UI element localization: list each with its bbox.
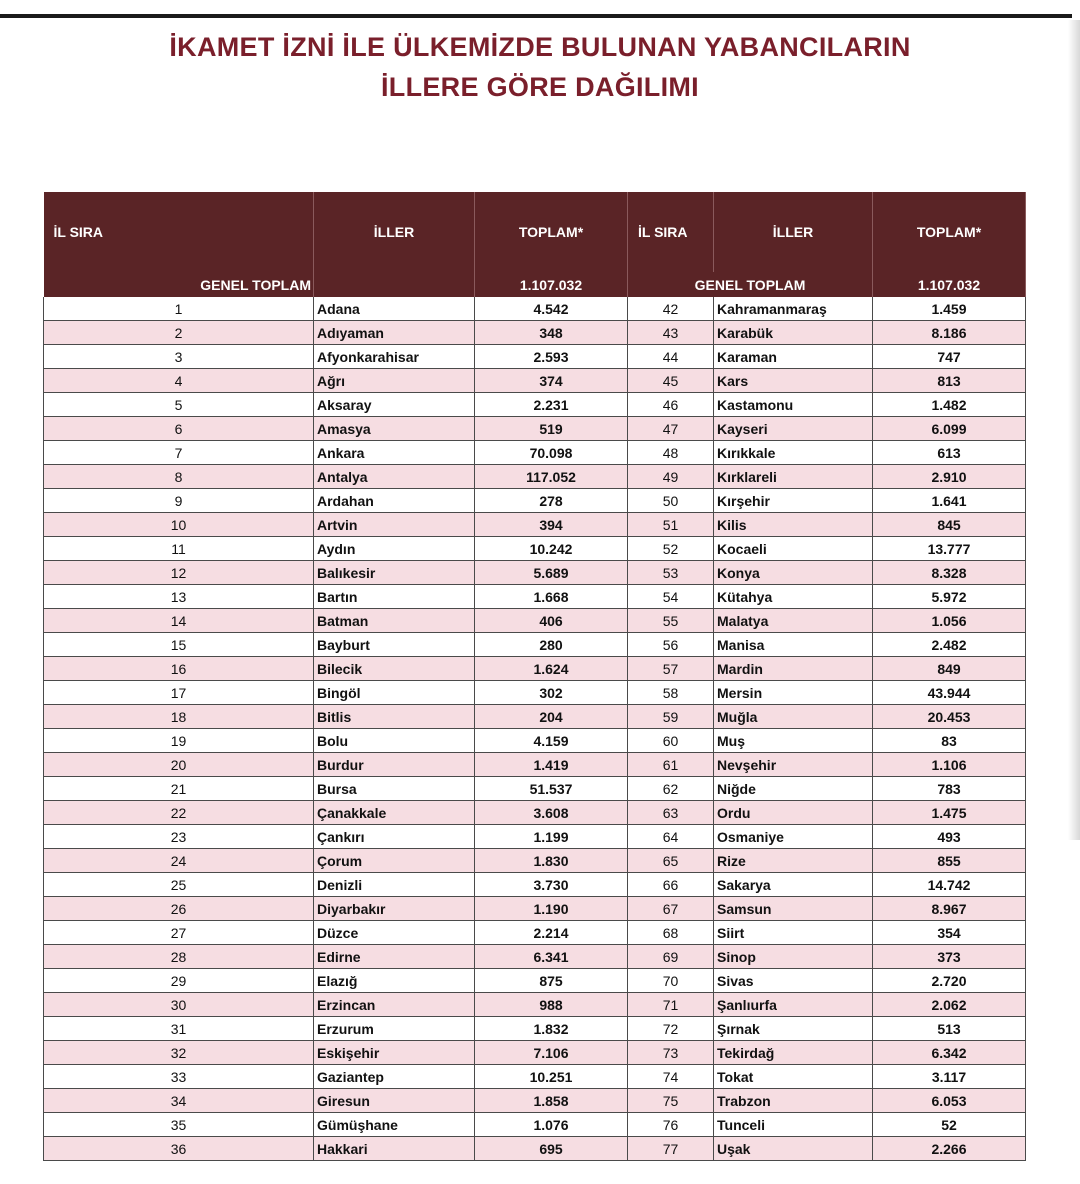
right-province-cell: Tekirdağ [714, 1041, 873, 1065]
table-row [44, 609, 1026, 633]
page-title-line-2: İLLERE GÖRE DAĞILIMI [380, 72, 699, 102]
right-province-cell: Tokat [714, 1065, 873, 1089]
right-total-cell: 2.482 [873, 633, 1026, 657]
right-province-cell: Uşak [714, 1137, 873, 1161]
right-total-cell: 8.328 [873, 561, 1026, 585]
right-province-cell: Ordu [714, 801, 873, 825]
grand-total-value-left: 1.107.032 [475, 272, 628, 297]
table-row [44, 1113, 1026, 1137]
left-rank-cell: 14 [44, 609, 314, 633]
left-rank-cell: 36 [44, 1137, 314, 1161]
left-province-cell: Gaziantep [314, 1065, 475, 1089]
left-province-cell: Artvin [314, 513, 475, 537]
right-province-cell: Kilis [714, 513, 873, 537]
header-il-sira-right: İL SIRA [628, 192, 714, 272]
left-total-cell: 10.251 [475, 1065, 628, 1089]
header-toplam-left: TOPLAM* [475, 192, 628, 272]
left-rank-cell: 31 [44, 1017, 314, 1041]
right-total-cell: 8.186 [873, 321, 1026, 345]
right-total-cell: 2.720 [873, 969, 1026, 993]
left-province-cell: Çankırı [314, 825, 475, 849]
left-rank-cell: 12 [44, 561, 314, 585]
left-province-cell: Antalya [314, 465, 475, 489]
table-row [44, 345, 1026, 369]
left-rank-cell: 34 [44, 1089, 314, 1113]
table-row [44, 777, 1026, 801]
table-row [44, 1065, 1026, 1089]
left-total-cell: 204 [475, 705, 628, 729]
right-province-cell: Mersin [714, 681, 873, 705]
left-total-cell: 5.689 [475, 561, 628, 585]
table-row [44, 321, 1026, 345]
left-total-cell: 1.190 [475, 897, 628, 921]
left-rank-cell: 5 [44, 393, 314, 417]
left-total-cell: 519 [475, 417, 628, 441]
left-province-cell: Denizli [314, 873, 475, 897]
right-province-cell: Malatya [714, 609, 873, 633]
left-province-cell: Edirne [314, 945, 475, 969]
page-title-line-1: İKAMET İZNİ İLE ÜLKEMİZDE BULUNAN YABANCILARIN [169, 32, 911, 62]
right-total-cell: 52 [873, 1113, 1026, 1137]
right-province-cell: Karabük [714, 321, 873, 345]
right-rank-cell: 74 [628, 1065, 714, 1089]
left-total-cell: 280 [475, 633, 628, 657]
left-total-cell: 348 [475, 321, 628, 345]
right-province-cell: Şanlıurfa [714, 993, 873, 1017]
left-total-cell: 70.098 [475, 441, 628, 465]
left-rank-cell: 1 [44, 297, 314, 321]
right-rank-cell: 68 [628, 921, 714, 945]
left-rank-cell: 6 [44, 417, 314, 441]
right-total-cell: 845 [873, 513, 1026, 537]
table-row [44, 729, 1026, 753]
left-total-cell: 117.052 [475, 465, 628, 489]
right-total-cell: 493 [873, 825, 1026, 849]
right-province-cell: Trabzon [714, 1089, 873, 1113]
left-province-cell: Erzurum [314, 1017, 475, 1041]
left-province-cell: Diyarbakır [314, 897, 475, 921]
right-total-cell: 20.453 [873, 705, 1026, 729]
left-rank-cell: 22 [44, 801, 314, 825]
right-province-cell: Kocaeli [714, 537, 873, 561]
right-province-cell: Kırklareli [714, 465, 873, 489]
right-total-cell: 373 [873, 945, 1026, 969]
right-total-cell: 1.475 [873, 801, 1026, 825]
left-rank-cell: 32 [44, 1041, 314, 1065]
right-rank-cell: 65 [628, 849, 714, 873]
left-total-cell: 278 [475, 489, 628, 513]
left-rank-cell: 29 [44, 969, 314, 993]
left-total-cell: 394 [475, 513, 628, 537]
left-rank-cell: 19 [44, 729, 314, 753]
left-rank-cell: 8 [44, 465, 314, 489]
right-rank-cell: 59 [628, 705, 714, 729]
table-row [44, 585, 1026, 609]
left-rank-cell: 28 [44, 945, 314, 969]
left-province-cell: Elazığ [314, 969, 475, 993]
right-province-cell: Siirt [714, 921, 873, 945]
right-rank-cell: 49 [628, 465, 714, 489]
table-row [44, 369, 1026, 393]
left-province-cell: Aksaray [314, 393, 475, 417]
right-rank-cell: 61 [628, 753, 714, 777]
left-total-cell: 1.858 [475, 1089, 628, 1113]
page-edge-shadow [1068, 20, 1080, 840]
table-row [44, 1089, 1026, 1113]
left-province-cell: Bitlis [314, 705, 475, 729]
right-total-cell: 8.967 [873, 897, 1026, 921]
right-province-cell: Şırnak [714, 1017, 873, 1041]
table-row [44, 945, 1026, 969]
left-rank-cell: 30 [44, 993, 314, 1017]
right-province-cell: Kahramanmaraş [714, 297, 873, 321]
right-province-cell: Konya [714, 561, 873, 585]
left-province-cell: Ardahan [314, 489, 475, 513]
table-row [44, 993, 1026, 1017]
right-total-cell: 14.742 [873, 873, 1026, 897]
right-total-cell: 1.482 [873, 393, 1026, 417]
grand-total-value-right: 1.107.032 [873, 272, 1026, 297]
table-row [44, 681, 1026, 705]
left-rank-cell: 18 [44, 705, 314, 729]
left-total-cell: 2.214 [475, 921, 628, 945]
right-province-cell: Kastamonu [714, 393, 873, 417]
table-row [44, 633, 1026, 657]
left-total-cell: 10.242 [475, 537, 628, 561]
right-province-cell: Kırıkkale [714, 441, 873, 465]
right-total-cell: 813 [873, 369, 1026, 393]
left-province-cell: Erzincan [314, 993, 475, 1017]
right-province-cell: Manisa [714, 633, 873, 657]
right-rank-cell: 66 [628, 873, 714, 897]
left-total-cell: 1.076 [475, 1113, 628, 1137]
right-rank-cell: 71 [628, 993, 714, 1017]
table-row [44, 969, 1026, 993]
right-rank-cell: 42 [628, 297, 714, 321]
right-province-cell: Samsun [714, 897, 873, 921]
left-province-cell: Aydın [314, 537, 475, 561]
right-rank-cell: 69 [628, 945, 714, 969]
table-row [44, 753, 1026, 777]
right-total-cell: 3.117 [873, 1065, 1026, 1089]
left-province-cell: Bartın [314, 585, 475, 609]
right-rank-cell: 58 [628, 681, 714, 705]
right-rank-cell: 62 [628, 777, 714, 801]
left-rank-cell: 10 [44, 513, 314, 537]
right-total-cell: 2.062 [873, 993, 1026, 1017]
right-total-cell: 747 [873, 345, 1026, 369]
right-total-cell: 6.099 [873, 417, 1026, 441]
right-province-cell: Osmaniye [714, 825, 873, 849]
left-province-cell: Ağrı [314, 369, 475, 393]
left-total-cell: 875 [475, 969, 628, 993]
right-total-cell: 43.944 [873, 681, 1026, 705]
left-rank-cell: 2 [44, 321, 314, 345]
left-rank-cell: 15 [44, 633, 314, 657]
left-total-cell: 3.608 [475, 801, 628, 825]
left-province-cell: Bolu [314, 729, 475, 753]
left-rank-cell: 16 [44, 657, 314, 681]
table-row [44, 297, 1026, 321]
right-rank-cell: 63 [628, 801, 714, 825]
header-iller-right: İLLER [714, 192, 873, 272]
right-rank-cell: 55 [628, 609, 714, 633]
right-province-cell: Sinop [714, 945, 873, 969]
left-rank-cell: 13 [44, 585, 314, 609]
right-rank-cell: 48 [628, 441, 714, 465]
right-province-cell: Tunceli [714, 1113, 873, 1137]
table-row [44, 921, 1026, 945]
table-row [44, 825, 1026, 849]
left-province-cell: Giresun [314, 1089, 475, 1113]
left-province-cell: Eskişehir [314, 1041, 475, 1065]
table-row [44, 657, 1026, 681]
right-rank-cell: 75 [628, 1089, 714, 1113]
left-rank-cell: 26 [44, 897, 314, 921]
right-total-cell: 783 [873, 777, 1026, 801]
right-province-cell: Sakarya [714, 873, 873, 897]
right-total-cell: 849 [873, 657, 1026, 681]
right-province-cell: Kayseri [714, 417, 873, 441]
right-rank-cell: 47 [628, 417, 714, 441]
grand-total-spacer-left [314, 272, 475, 297]
right-total-cell: 1.106 [873, 753, 1026, 777]
header-il-sira-left: İL SIRA [44, 192, 314, 272]
right-rank-cell: 52 [628, 537, 714, 561]
left-province-cell: Düzce [314, 921, 475, 945]
left-total-cell: 2.593 [475, 345, 628, 369]
table-row [44, 489, 1026, 513]
top-rule [0, 14, 1072, 18]
table-row [44, 561, 1026, 585]
right-total-cell: 354 [873, 921, 1026, 945]
left-province-cell: Balıkesir [314, 561, 475, 585]
right-province-cell: Niğde [714, 777, 873, 801]
right-province-cell: Sivas [714, 969, 873, 993]
table-row [44, 1017, 1026, 1041]
right-rank-cell: 77 [628, 1137, 714, 1161]
left-province-cell: Çanakkale [314, 801, 475, 825]
right-rank-cell: 76 [628, 1113, 714, 1137]
left-total-cell: 3.730 [475, 873, 628, 897]
left-rank-cell: 27 [44, 921, 314, 945]
table-row [44, 897, 1026, 921]
left-province-cell: Afyonkarahisar [314, 345, 475, 369]
left-total-cell: 1.668 [475, 585, 628, 609]
grand-total-row [44, 272, 1026, 297]
left-rank-cell: 9 [44, 489, 314, 513]
left-province-cell: Amasya [314, 417, 475, 441]
left-total-cell: 2.231 [475, 393, 628, 417]
right-rank-cell: 50 [628, 489, 714, 513]
left-total-cell: 7.106 [475, 1041, 628, 1065]
right-rank-cell: 53 [628, 561, 714, 585]
table-row [44, 513, 1026, 537]
header-iller-left: İLLER [314, 192, 475, 272]
left-rank-cell: 23 [44, 825, 314, 849]
right-province-cell: Muş [714, 729, 873, 753]
left-rank-cell: 3 [44, 345, 314, 369]
right-total-cell: 1.641 [873, 489, 1026, 513]
left-province-cell: Bilecik [314, 657, 475, 681]
right-total-cell: 1.056 [873, 609, 1026, 633]
right-rank-cell: 67 [628, 897, 714, 921]
table-row [44, 1041, 1026, 1065]
right-total-cell: 613 [873, 441, 1026, 465]
provinces-table [43, 192, 1026, 1161]
left-rank-cell: 7 [44, 441, 314, 465]
right-rank-cell: 51 [628, 513, 714, 537]
left-total-cell: 374 [475, 369, 628, 393]
left-total-cell: 6.341 [475, 945, 628, 969]
table-row [44, 705, 1026, 729]
table-row [44, 465, 1026, 489]
right-total-cell: 6.053 [873, 1089, 1026, 1113]
table-row [44, 441, 1026, 465]
left-total-cell: 302 [475, 681, 628, 705]
left-total-cell: 1.830 [475, 849, 628, 873]
left-province-cell: Gümüşhane [314, 1113, 475, 1137]
left-rank-cell: 11 [44, 537, 314, 561]
left-province-cell: Bayburt [314, 633, 475, 657]
left-rank-cell: 35 [44, 1113, 314, 1137]
left-province-cell: Ankara [314, 441, 475, 465]
right-province-cell: Kırşehir [714, 489, 873, 513]
right-total-cell: 5.972 [873, 585, 1026, 609]
right-rank-cell: 45 [628, 369, 714, 393]
right-rank-cell: 73 [628, 1041, 714, 1065]
right-province-cell: Rize [714, 849, 873, 873]
table-row [44, 417, 1026, 441]
right-total-cell: 2.910 [873, 465, 1026, 489]
right-total-cell: 2.266 [873, 1137, 1026, 1161]
left-rank-cell: 24 [44, 849, 314, 873]
right-rank-cell: 72 [628, 1017, 714, 1041]
left-total-cell: 1.832 [475, 1017, 628, 1041]
right-province-cell: Kars [714, 369, 873, 393]
left-rank-cell: 33 [44, 1065, 314, 1089]
left-total-cell: 4.542 [475, 297, 628, 321]
right-province-cell: Karaman [714, 345, 873, 369]
right-rank-cell: 54 [628, 585, 714, 609]
right-total-cell: 83 [873, 729, 1026, 753]
left-rank-cell: 21 [44, 777, 314, 801]
table-row [44, 849, 1026, 873]
left-total-cell: 695 [475, 1137, 628, 1161]
left-total-cell: 51.537 [475, 777, 628, 801]
right-rank-cell: 60 [628, 729, 714, 753]
right-rank-cell: 46 [628, 393, 714, 417]
right-rank-cell: 43 [628, 321, 714, 345]
right-rank-cell: 64 [628, 825, 714, 849]
left-total-cell: 1.624 [475, 657, 628, 681]
left-province-cell: Bingöl [314, 681, 475, 705]
right-total-cell: 855 [873, 849, 1026, 873]
grand-total-label-left: GENEL TOPLAM [44, 272, 314, 297]
left-total-cell: 1.419 [475, 753, 628, 777]
right-province-cell: Kütahya [714, 585, 873, 609]
right-total-cell: 513 [873, 1017, 1026, 1041]
right-rank-cell: 56 [628, 633, 714, 657]
right-total-cell: 1.459 [873, 297, 1026, 321]
left-province-cell: Hakkari [314, 1137, 475, 1161]
left-total-cell: 1.199 [475, 825, 628, 849]
table-row [44, 1137, 1026, 1161]
right-province-cell: Muğla [714, 705, 873, 729]
table-row [44, 873, 1026, 897]
table-header-row [44, 192, 1026, 272]
left-province-cell: Adana [314, 297, 475, 321]
right-province-cell: Mardin [714, 657, 873, 681]
right-rank-cell: 44 [628, 345, 714, 369]
left-rank-cell: 4 [44, 369, 314, 393]
right-total-cell: 6.342 [873, 1041, 1026, 1065]
header-toplam-right: TOPLAM* [873, 192, 1026, 272]
left-province-cell: Çorum [314, 849, 475, 873]
left-total-cell: 4.159 [475, 729, 628, 753]
left-rank-cell: 17 [44, 681, 314, 705]
left-rank-cell: 25 [44, 873, 314, 897]
right-rank-cell: 57 [628, 657, 714, 681]
table-row [44, 393, 1026, 417]
left-province-cell: Bursa [314, 777, 475, 801]
left-province-cell: Burdur [314, 753, 475, 777]
table-row [44, 801, 1026, 825]
right-total-cell: 13.777 [873, 537, 1026, 561]
left-total-cell: 406 [475, 609, 628, 633]
right-rank-cell: 70 [628, 969, 714, 993]
left-province-cell: Adıyaman [314, 321, 475, 345]
left-rank-cell: 20 [44, 753, 314, 777]
left-total-cell: 988 [475, 993, 628, 1017]
left-province-cell: Batman [314, 609, 475, 633]
right-province-cell: Nevşehir [714, 753, 873, 777]
table-row [44, 537, 1026, 561]
grand-total-label-right: GENEL TOPLAM [628, 272, 873, 297]
